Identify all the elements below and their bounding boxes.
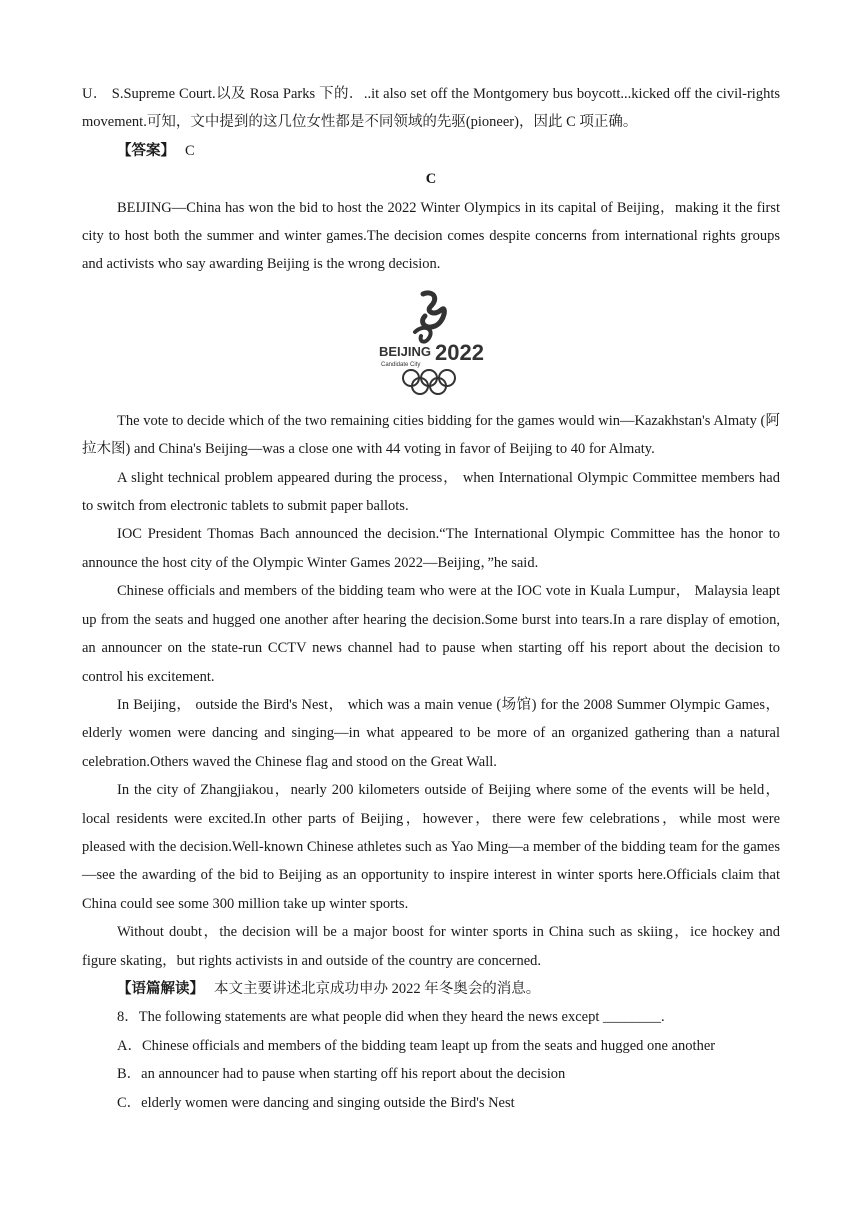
section-letter: C bbox=[425, 171, 437, 188]
passage-paragraph-1: BEIJING—China has won the bid to host the 2022 Winter Olympics in its capital of Beijing，making it the first city to host both the summer and winter games.The decision comes despite concerns from international rights groups and activists who say awarding Beijing is the wrong decision. bbox=[82, 199, 780, 273]
answer-value: C bbox=[185, 142, 195, 159]
logo-year: 2022 bbox=[435, 339, 484, 365]
beijing-2022-emblem-icon bbox=[375, 286, 487, 398]
passage-paragraph-5: Chinese officials and members of the bidding team who were at the IOC vote in Kuala Lumpur， Malaysia leapt up from the seats and hugged one another after hearing the decision.Some burst into tears.In a rare display of emotion, an announcer on the state-run CCTV news channel had to pause when starting off his report about the decision to control his excitement. bbox=[82, 583, 780, 685]
passage-paragraph-6: In Beijing， outside the Bird's Nest， which was a main venue (场馆) for the 2008 Summer Olympic Games，elderly women were dancing and singing—in what appeared to be more of an organized gathering than a natural celebration.Others waved the Chinese flag and stood on the Great Wall. bbox=[82, 696, 780, 770]
option-a: A．Chinese officials and members of the bidding team leapt up from the seats and hugged one another bbox=[117, 1037, 716, 1054]
logo-wordmark: BEIJING bbox=[379, 343, 432, 359]
question-stem: 8．The following statements are what people did when they heard the news except ________. bbox=[117, 1009, 665, 1026]
logo-subtitle: Candidate City bbox=[381, 361, 421, 368]
passage-paragraph-2: The vote to decide which of the two remaining cities bidding for the games would win—Kazakhstan's Almaty (阿拉木图) and China's Beijing—was a close one with 44 voting in favor of Beijing to 40 for Almaty. bbox=[82, 412, 780, 458]
document-page bbox=[82, 80, 780, 1117]
passage-paragraph-7: In the city of Zhangjiakou，nearly 200 kilometers outside of Beijing where some of the events will be held，local residents were excited.In other parts of Beijing，however，there were few celebrations，while most were pleased with the decision.Well-known Chinese athletes such as Yao Ming—a member of the bidding team for the games—see the awarding of the bid to Beijing as an opportunity to inspire interest in winter sports here.Officials claim that China could see some 300 million take up winter sports. bbox=[82, 782, 780, 912]
analysis-label: 【语篇解读】 bbox=[117, 980, 204, 997]
previous-explanation: U． S.Supreme Court.以及 Rosa Parks 下的．..it also set off the Montgomery bus boycott...kicked off the civil-rights movement.可知，文中提到的这几位女性都是不同领域的先驱(pioneer)，因此 C 项正确。 bbox=[82, 86, 780, 131]
passage-paragraph-4: IOC President Thomas Bach announced the decision.“The International Olympic Committee has the honor to announce the host city of the Olympic Winter Games 2022—Beijing，”he said. bbox=[82, 526, 780, 571]
analysis-text: 本文主要讲述北京成功申办 2022 年冬奥会的消息。 bbox=[214, 980, 541, 997]
option-c: C．elderly women were dancing and singing outside the Bird's Nest bbox=[117, 1094, 515, 1111]
answer-label: 【答案】 bbox=[117, 142, 175, 159]
beijing-2022-logo bbox=[82, 283, 780, 401]
passage-paragraph-3: A slight technical problem appeared during the process， when International Olympic Committee members had to switch from electronic tablets to submit paper ballots. bbox=[82, 469, 780, 515]
option-b: B．an announcer had to pause when starting off his report about the decision bbox=[117, 1066, 566, 1083]
answer-line bbox=[82, 137, 780, 165]
olympic-rings-icon bbox=[403, 370, 455, 394]
passage-paragraph-8: Without doubt，the decision will be a major boost for winter sports in China such as skiing，ice hockey and figure skating，but rights activists in and outside of the country are concerned. bbox=[82, 924, 780, 969]
discourse-analysis bbox=[82, 975, 780, 1003]
